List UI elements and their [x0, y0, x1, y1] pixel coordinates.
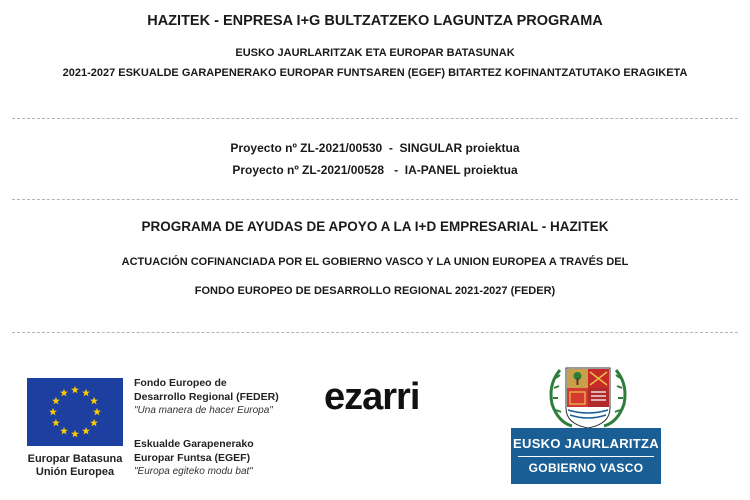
eu-star-icon	[60, 427, 68, 435]
eu-star-icon	[52, 419, 60, 427]
fund-es-line-2: Desarrollo Regional (FEDER)	[134, 391, 279, 403]
coat-of-arms-icon	[538, 364, 638, 428]
eu-star-icon	[90, 397, 98, 405]
eu-star-icon	[71, 430, 79, 438]
gv-banner-divider	[518, 456, 654, 457]
fund-es-motto: "Una manera de hacer Europa"	[134, 405, 273, 416]
eu-star-icon	[49, 408, 57, 416]
programme-line-2: FONDO EUROPEO DE DESARROLLO REGIONAL 2021-2027 (FEDER)	[194, 285, 556, 297]
eu-star-icon	[82, 389, 90, 397]
eu-star-icon	[71, 386, 79, 394]
gv-name-spanish: GOBIERNO VASCO	[528, 461, 644, 475]
eu-star-icon	[82, 427, 90, 435]
eu-star-icon	[93, 408, 101, 416]
fund-eu-motto: "Europa egiteko modu bat"	[134, 466, 253, 477]
eu-flag-icon	[27, 378, 123, 446]
project-line-ia-panel: Proyecto nº ZL-2021/00528 - IA-PANEL proiektua	[232, 163, 518, 177]
programme-line-1: ACTUACIÓN COFINANCIADA POR EL GOBIERNO VASCO Y LA UNION EUROPEA A TRAVÉS DEL	[121, 256, 629, 268]
subtitle-egef: 2021-2027 ESKUALDE GARAPENERAKO EUROPAR FUNTSAREN (EGEF) BITARTEZ KOFINANTZATUTAKO ERAGIKETA	[62, 67, 688, 79]
separator	[12, 199, 738, 200]
eu-caption-basque: Europar Batasuna	[27, 453, 123, 465]
eu-star-icon	[90, 419, 98, 427]
page-title: HAZITEK - ENPRESA I+G BULTZATZEKO LAGUNTZA PROGRAMA	[147, 13, 603, 29]
gv-name-basque: EUSKO JAURLARITZA	[513, 436, 659, 451]
eu-stars	[27, 378, 123, 446]
project-line-singular: Proyecto nº ZL-2021/00530 - SINGULAR proiektua	[230, 141, 520, 155]
eu-star-icon	[60, 389, 68, 397]
programme-title: PROGRAMA DE AYUDAS DE APOYO A LA I+D EMPRESARIAL - HAZITEK	[141, 219, 609, 234]
separator	[12, 118, 738, 119]
separator	[12, 332, 738, 333]
fund-eu-line-2: Europar Funtsa (EGEF)	[134, 452, 251, 464]
fund-es-line-1: Fondo Europeo de	[134, 377, 227, 389]
eu-caption-spanish: Unión Europea	[35, 466, 115, 478]
fund-eu-line-1: Eskualde Garapenerako	[134, 438, 254, 450]
eu-star-icon	[52, 397, 60, 405]
ezarri-logo: ezarri	[324, 376, 420, 418]
subtitle-cofinancing: EUSKO JAURLARITZAK ETA EUROPAR BATASUNAK	[235, 47, 515, 59]
